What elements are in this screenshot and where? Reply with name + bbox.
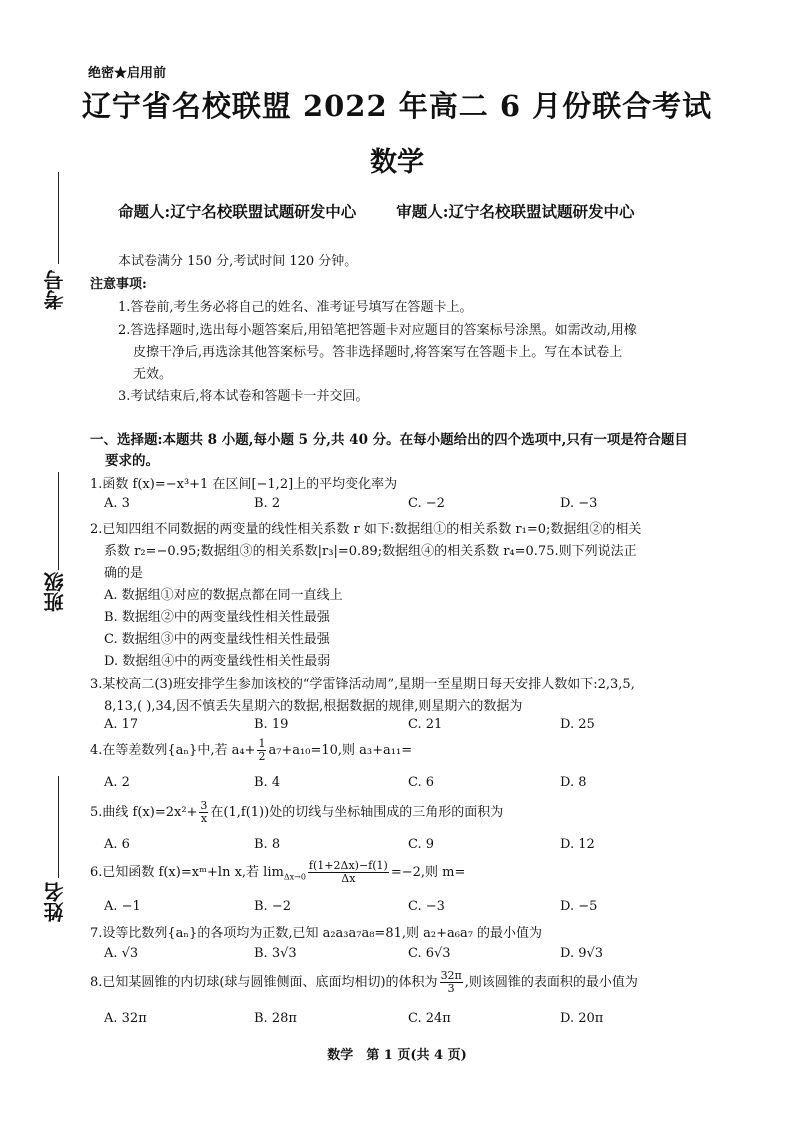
q3-stem-1: 3.某校高二(3)班安排学生参加该校的“学雷锋活动周”,星期一至星期日每天安排人数如下:2,3,5, [90, 677, 635, 692]
q1-option-d: D. −3 [560, 496, 598, 511]
q4-fraction [257, 738, 266, 763]
q7-stem: 7.设等比数列{aₙ}的各项均为正数,已知 a₂a₃a₇a₈=81,则 a₂+a₆a₇ 的最小值为 [90, 926, 543, 941]
q8-stem-post: ,则该圆锥的表面积的最小值为 [464, 975, 638, 990]
q3-option-a: A. 17 [104, 717, 139, 732]
side-class: 班级 [43, 572, 67, 612]
q7-option-d: D. 9√3 [560, 946, 604, 961]
exam-no-line [58, 172, 59, 264]
author-setter: 命题人:辽宁名校联盟试题研发中心 [118, 202, 357, 221]
section-1-line1: 一、选择题:本题共 8 小题,每小题 5 分,共 40 分。在每小题给出的四个选项中,只有一项是符合题目 [90, 432, 688, 448]
subject-title: 数学 [370, 147, 424, 178]
class-line [58, 472, 59, 570]
q7-option-b: B. 3√3 [254, 946, 297, 961]
q5-stem-pre: 5.曲线 f(x)=2x²+ [90, 805, 198, 820]
q5-stem [90, 800, 503, 825]
notice-title: 注意事项: [90, 277, 147, 292]
q8-frac-den: 3 [447, 982, 455, 995]
side-name: 姓名 [43, 882, 67, 922]
q2-option-a: A. 数据组①对应的数据点都在同一直线上 [104, 588, 343, 603]
q2-option-b: B. 数据组②中的两变量线性相关性最强 [104, 610, 330, 625]
q6-stem-pre: 6.已知函数 f(x)=xᵐ+ln x,若 lim [90, 865, 284, 880]
q1-option-a: A. 3 [104, 496, 130, 511]
note-2c: 无效。 [133, 367, 173, 382]
q2-stem-3: 确的是 [104, 566, 144, 581]
q3-option-c: C. 21 [408, 717, 443, 732]
q2-stem-1: 2.已知四组不同数据的两变量的线性相关系数 r 如下:数据组①的相关系数 r₁=0;数据组②的相关 [90, 522, 642, 537]
q6-frac-num: f(1+2Δx)−f(1) [308, 859, 388, 872]
q5-fraction [199, 800, 208, 825]
q8-option-c: C. 24π [408, 1011, 451, 1026]
side-exam-no: 考号 [43, 270, 67, 310]
note-1: 1.答卷前,考生务必将自己的姓名、准考证号填写在答题卡上。 [118, 300, 473, 315]
q4-stem-pre: 4.在等差数列{aₙ}中,若 a₄+ [90, 743, 256, 758]
q8-stem-pre: 8.已知某圆锥的内切球(球与圆锥侧面、底面均相切)的体积为 [90, 975, 438, 990]
q1-option-c: C. −2 [408, 496, 445, 511]
q3-stem-2: 8,13,( ),34,因不慎丢失星期六的数据,根据数据的规律,则星期六的数据为 [104, 699, 523, 714]
q3-option-d: D. 25 [560, 717, 595, 732]
note-3: 3.考试结束后,将本试卷和答题卡一并交回。 [118, 389, 369, 404]
q2-option-d: D. 数据组④中的两变量线性相关性最弱 [104, 654, 331, 669]
q3-option-b: B. 19 [254, 717, 289, 732]
q8-frac-num: 32π [440, 969, 462, 982]
q4-option-d: D. 8 [560, 775, 587, 790]
exam-title: 辽宁省名校联盟 2022 年高二 6 月份联合考试 [81, 89, 713, 123]
q7-option-c: C. 6√3 [408, 946, 451, 961]
authors-line [118, 200, 634, 222]
q8-stem [90, 970, 638, 995]
q5-option-c: C. 9 [408, 837, 435, 852]
q4-stem-post: a₇+a₁₀=10,则 a₃+a₁₁= [268, 743, 413, 758]
q5-frac-den: x [200, 812, 208, 825]
name-line [58, 776, 59, 878]
q6-option-b: B. −2 [254, 899, 291, 914]
q7-option-a: A. √3 [104, 946, 139, 961]
q8-fraction [440, 970, 463, 995]
q4-frac-num: 1 [258, 737, 266, 750]
q1-option-b: B. 2 [254, 496, 281, 511]
q4-stem [90, 738, 412, 763]
q8-option-a: A. 32π [104, 1011, 147, 1026]
q5-option-b: B. 8 [254, 837, 281, 852]
q2-stem-2: 系数 r₂=−0.95;数据组③的相关系数|r₃|=0.89;数据组④的相关系数 r₄=0.75.则下列说法正 [104, 544, 637, 559]
q2-option-c: C. 数据组③中的两变量线性相关性最强 [104, 632, 330, 647]
page-footer: 数学 第 1 页(共 4 页) [327, 1048, 467, 1063]
q4-option-a: A. 2 [104, 775, 130, 790]
q4-option-b: B. 4 [254, 775, 281, 790]
note-2a: 2.答选择题时,选出每小题答案后,用铅笔把答题卡对应题目的答案标号涂黑。如需改动,用橡 [118, 323, 637, 338]
q5-stem-post: 在(1,f(1))处的切线与坐标轴围成的三角形的面积为 [210, 805, 504, 820]
author-reviewer: 审题人:辽宁名校联盟试题研发中心 [396, 202, 635, 221]
q6-stem [90, 860, 465, 885]
note-2b: 皮擦干净后,再选涂其他答案标号。答非选择题时,将答案写在答题卡上。写在本试卷上 [133, 345, 623, 360]
q6-option-d: D. −5 [560, 899, 598, 914]
section-1-line2: 要求的。 [105, 453, 159, 469]
q5-frac-num: 3 [200, 799, 208, 812]
score-line: 本试卷满分 150 分,考试时间 120 分钟。 [118, 254, 358, 269]
q6-fraction [308, 860, 389, 885]
q6-lim-sub: Δx→0 [283, 872, 306, 882]
q8-option-b: B. 28π [254, 1011, 297, 1026]
q6-stem-post: =−2,则 m= [390, 865, 466, 880]
q5-option-d: D. 12 [560, 837, 595, 852]
q4-option-c: C. 6 [408, 775, 435, 790]
q6-frac-den: Δx [341, 872, 356, 885]
confidential-label: 绝密★启用前 [88, 66, 167, 81]
q4-frac-den: 2 [258, 750, 266, 763]
q5-option-a: A. 6 [104, 837, 130, 852]
q8-option-d: D. 20π [560, 1011, 604, 1026]
q6-option-c: C. −3 [408, 899, 445, 914]
q6-option-a: A. −1 [104, 899, 141, 914]
q1-stem: 1.函数 f(x)=−x³+1 在区间[−1,2]上的平均变化率为 [90, 477, 398, 492]
